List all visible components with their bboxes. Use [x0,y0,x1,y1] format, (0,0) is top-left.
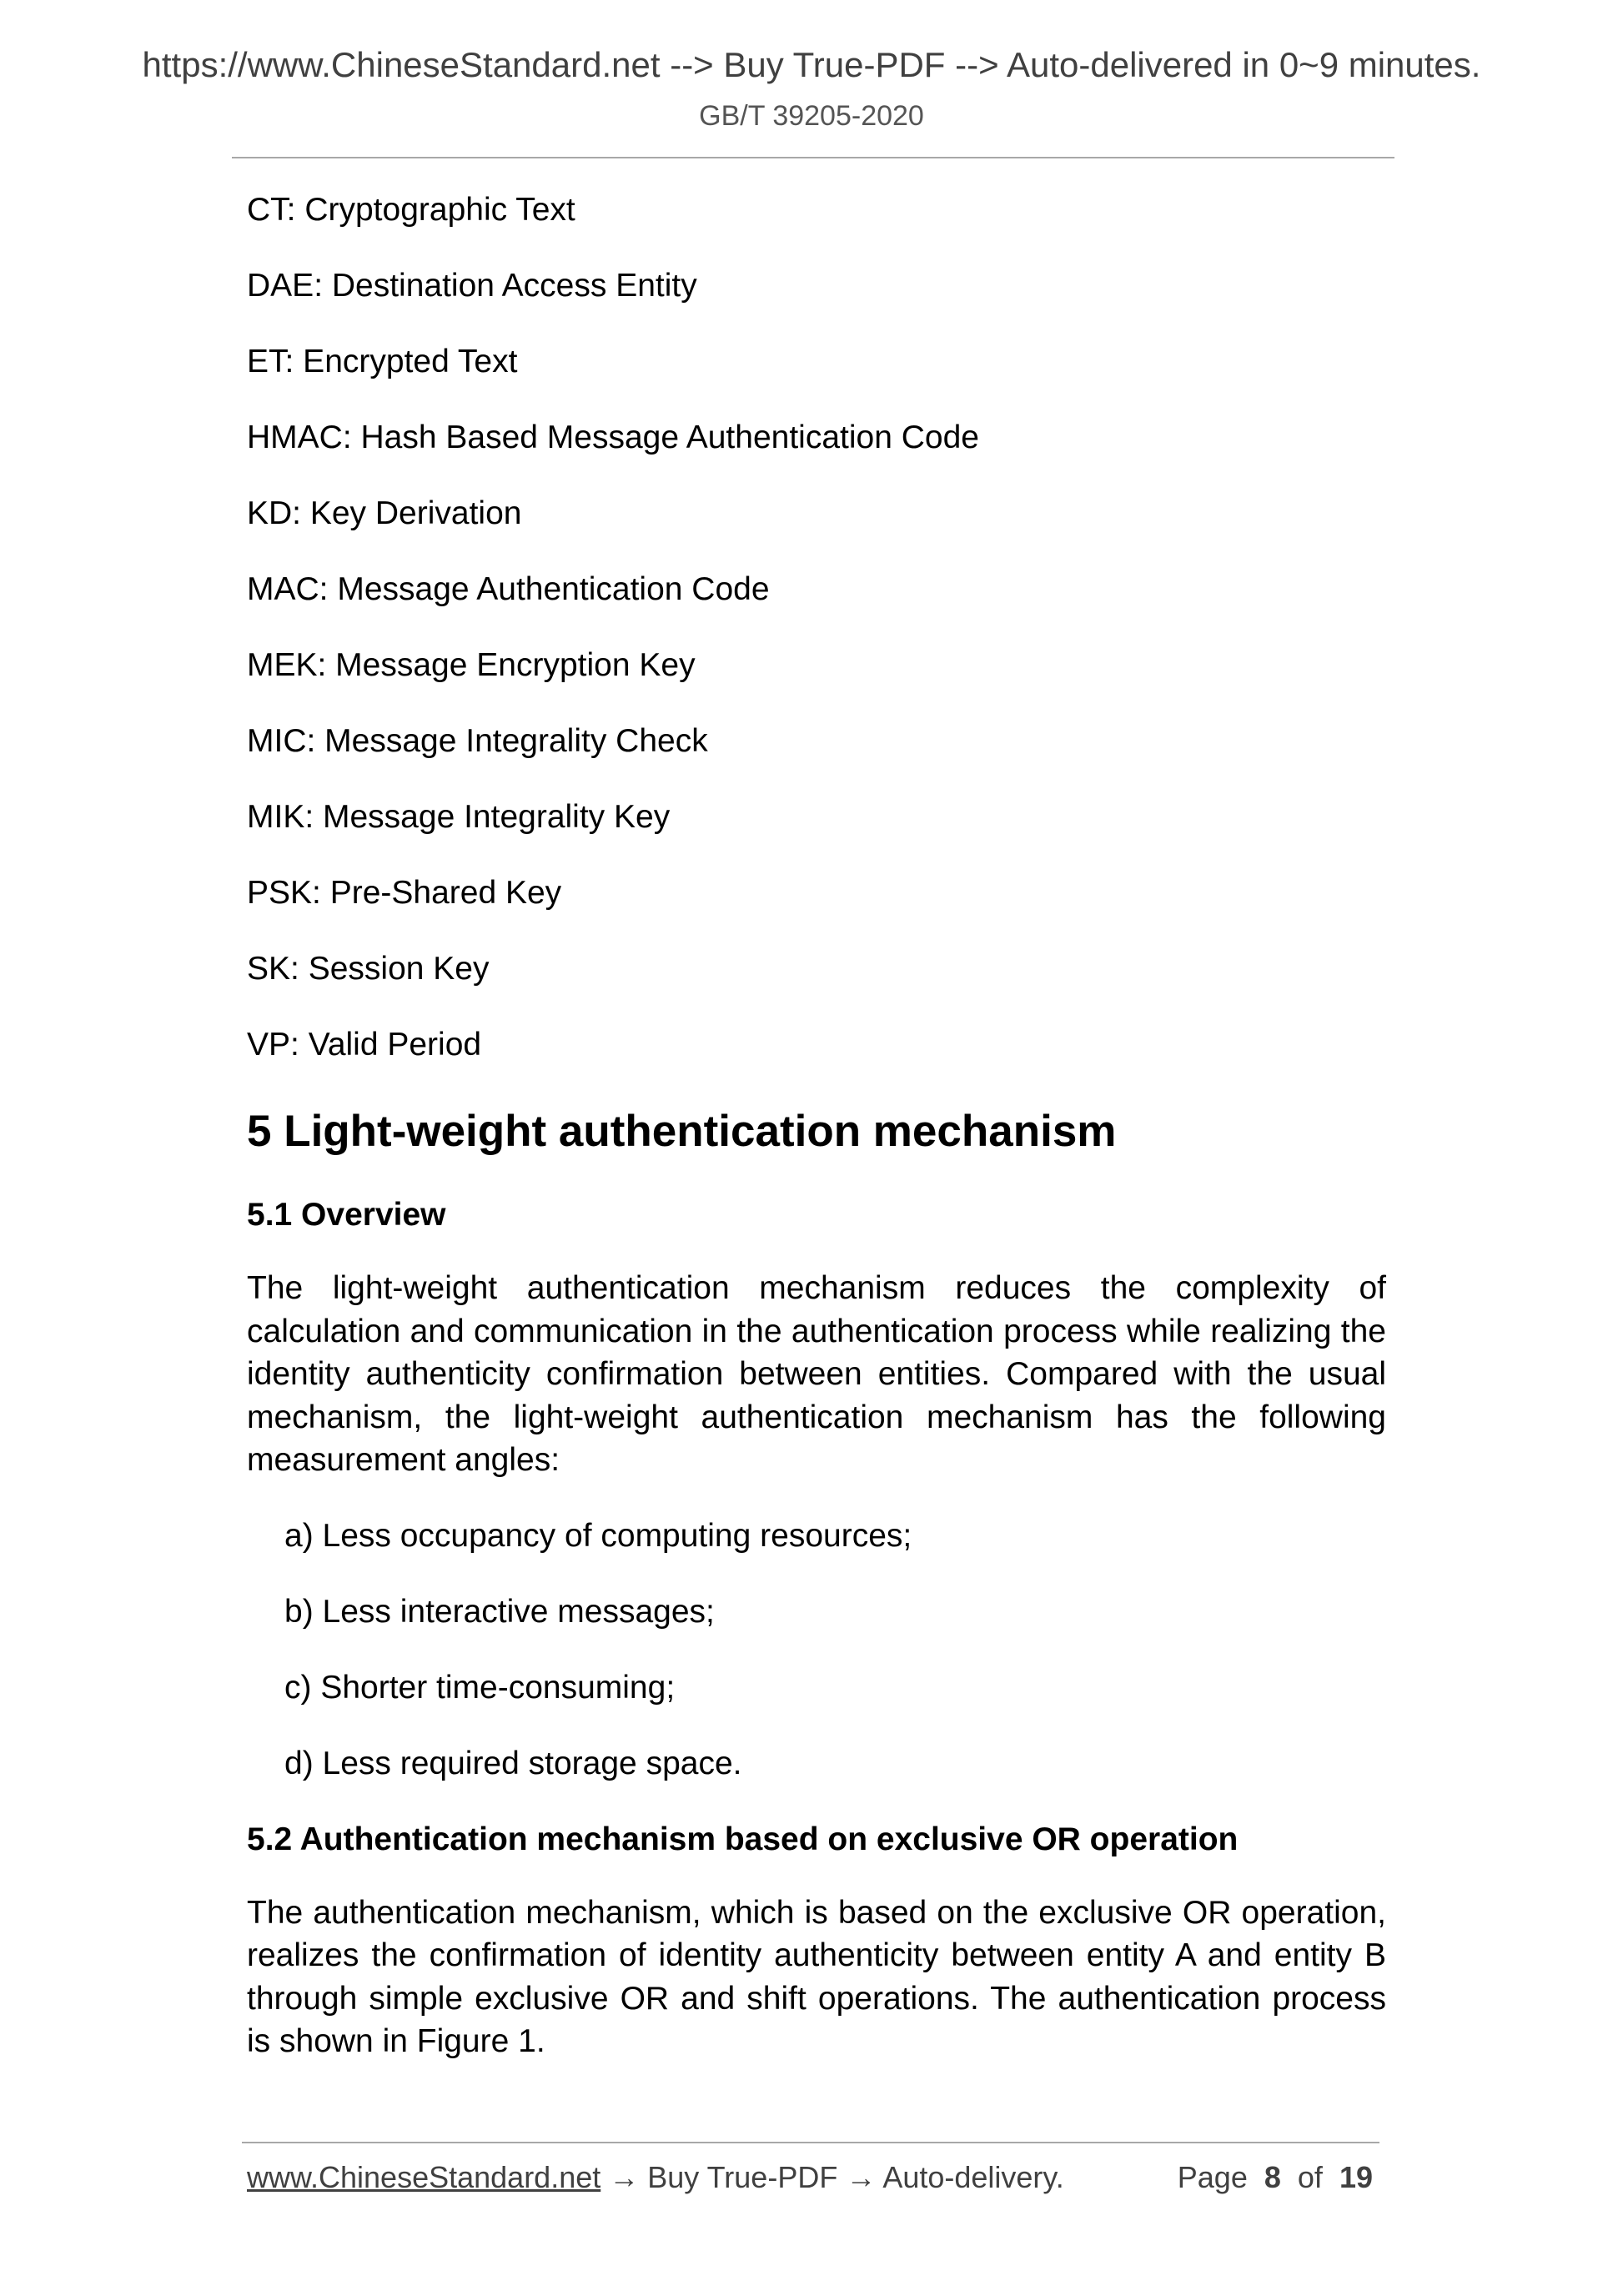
header-divider [232,157,1394,158]
document-id: GB/T 39205-2020 [699,100,924,132]
abbreviation-item: HMAC: Hash Based Message Authentication Code [247,420,979,455]
xor-mechanism-paragraph: The authentication mechanism, which is based on the exclusive OR operation, realizes the confirmation of identity authenticity between entity A and entity B through simple exclusive OR and shift operations. The authentication process is shown in Figure 1. [247,1894,1386,2059]
footer-delivery-text: → Buy True-PDF → Auto-delivery. [600,2160,1064,2194]
abbreviation-item: DAE: Destination Access Entity [247,268,697,304]
page-label: Page [1177,2160,1248,2194]
abbreviation-item: KD: Key Derivation [247,495,522,531]
page-content [247,188,1386,2096]
abbreviation-item: PSK: Pre-Shared Key [247,875,562,911]
list-item: a) Less occupancy of computing resources; [284,1517,912,1554]
section-5-2-heading: 5.2 Authentication mechanism based on exclusive OR operation [247,1821,1239,1857]
footer-left [247,2160,1064,2195]
abbreviation-item: VP: Valid Period [247,1027,482,1063]
total-pages: 19 [1339,2160,1373,2194]
abbreviation-item: MIC: Message Integrality Check [247,723,708,759]
abbreviation-item: CT: Cryptographic Text [247,192,575,228]
section-5-heading: 5 Light-weight authentication mechanism [247,1107,1117,1156]
abbreviation-item: SK: Session Key [247,951,490,987]
footer-site-link[interactable]: www.ChineseStandard.net [247,2160,601,2194]
abbreviation-item: MAC: Message Authentication Code [247,571,770,607]
header-url-line: https://www.ChineseStandard.net --> Buy True-PDF --> Auto-delivered in 0~9 minutes. [142,45,1481,84]
footer-divider [242,2142,1379,2143]
page-footer [247,2160,1381,2200]
measurement-angles-list [247,1515,1386,1786]
list-item: d) Less required storage space. [284,1745,742,1781]
abbreviation-item: MIK: Message Integrality Key [247,799,671,835]
abbreviation-item: ET: Encrypted Text [247,344,518,379]
list-item: c) Shorter time-consuming; [284,1669,676,1706]
current-page-number: 8 [1264,2160,1281,2194]
page-indicator [1178,2160,1373,2195]
of-label: of [1297,2160,1323,2194]
overview-paragraph: The light-weight authentication mechanism reduces the complexity of calculation and communication in the authentication process while realizing the identity authenticity confirmation between entities. Compared with the usual mechanism, the light-weight authentication mechanism has the following measurement angles: [247,1270,1386,1478]
list-item: b) Less interactive messages; [284,1593,715,1630]
abbreviation-list [247,188,1386,1067]
abbreviation-item: MEK: Message Encryption Key [247,647,696,683]
section-5-1-heading: 5.1 Overview [247,1197,446,1233]
